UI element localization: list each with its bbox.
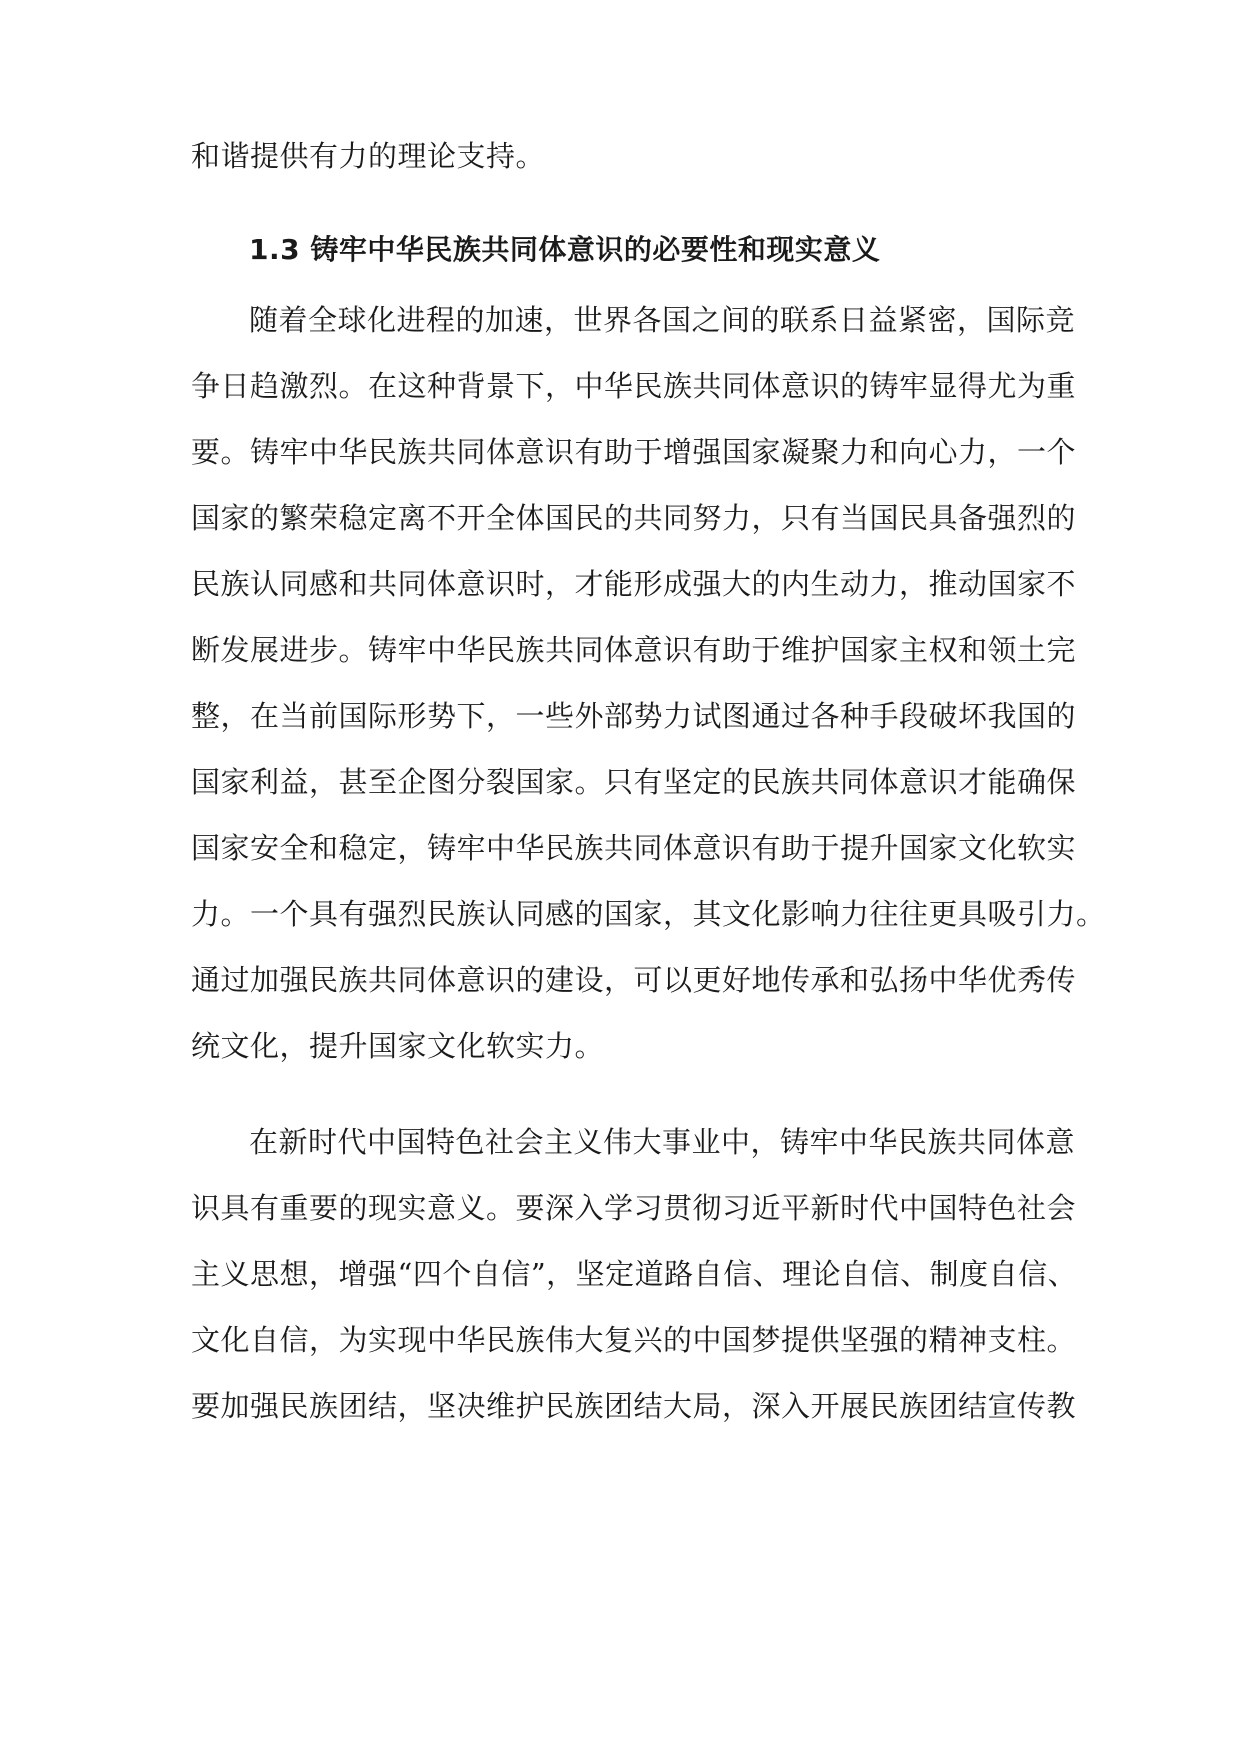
paragraph-line: 力。一个具有强烈民族认同感的国家，其文化影响力往往更具吸引力。 [191,897,1106,931]
paragraph-line: 在新时代中国特色社会主义伟大事业中，铸牢中华民族共同体意 [249,1125,1076,1159]
paragraph-line: 统文化，提升国家文化软实力。 [191,1029,605,1063]
paragraph-line: 要。铸牢中华民族共同体意识有助于增强国家凝聚力和向心力，一个 [191,435,1077,469]
paragraph-line: 要加强民族团结，坚决维护民族团结大局，深入开展民族团结宣传教 [191,1389,1077,1423]
paragraph-line: 民族认同感和共同体意识时，才能形成强大的内生动力，推动国家不 [191,567,1077,601]
section-heading: 1.3 铸牢中华民族共同体意识的必要性和现实意义 [249,233,881,266]
paragraph-line: 和谐提供有力的理论支持。 [191,139,546,173]
paragraph-line: 识具有重要的现实意义。要深入学习贯彻习近平新时代中国特色社会 [191,1191,1077,1225]
paragraph-line: 整，在当前国际形势下，一些外部势力试图通过各种手段破坏我国的 [191,699,1077,733]
paragraph-line: 国家安全和稳定，铸牢中华民族共同体意识有助于提升国家文化软实 [191,831,1077,865]
paragraph-line: 通过加强民族共同体意识的建设，可以更好地传承和弘扬中华优秀传 [191,963,1077,997]
paragraph-line: 文化自信，为实现中华民族伟大复兴的中国梦提供坚强的精神支柱。 [191,1323,1077,1357]
paragraph-line: 国家的繁荣稳定离不开全体国民的共同努力，只有当国民具备强烈的 [191,501,1077,535]
paragraph-line: 国家利益，甚至企图分裂国家。只有坚定的民族共同体意识才能确保 [191,765,1077,799]
paragraph-line: 主义思想，增强“四个自信”，坚定道路自信、理论自信、制度自信、 [191,1257,1078,1291]
paragraph-line: 随着全球化进程的加速，世界各国之间的联系日益紧密，国际竞 [249,303,1076,337]
paragraph-line: 争日趋激烈。在这种背景下，中华民族共同体意识的铸牢显得尤为重 [191,369,1077,403]
paragraph-line: 断发展进步。铸牢中华民族共同体意识有助于维护国家主权和领土完 [191,633,1077,667]
